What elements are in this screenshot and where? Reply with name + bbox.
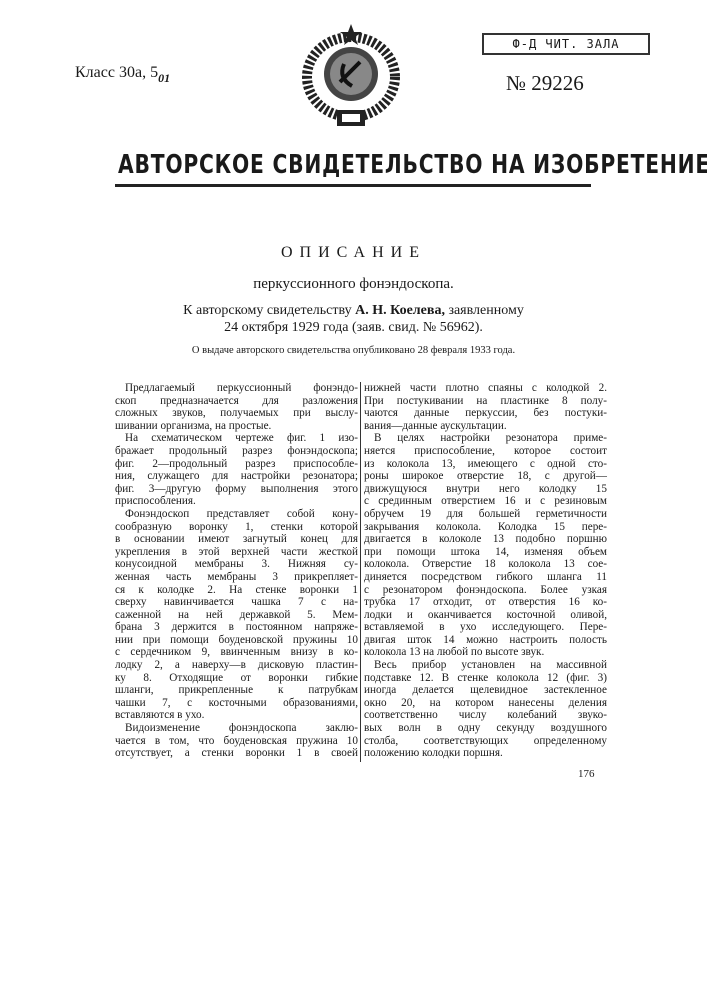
title-divider	[115, 184, 591, 187]
text-line: Фонэндоскоп представляет собой кону-	[115, 508, 358, 521]
class-label	[75, 64, 170, 86]
text-line: из колокола 13, имеющего с одной сто-	[364, 458, 607, 471]
text-line: чаются данные перкуссии, без постуки-	[364, 407, 607, 420]
page-number: 176	[578, 768, 595, 780]
paragraph	[364, 432, 607, 659]
text-line: бражает продольный разрез фонэндоскопа;	[115, 445, 358, 458]
column-divider	[360, 382, 361, 762]
text-line: Предлагаемый перкуссионный фонэндо-	[115, 382, 358, 395]
text-line: ку 8. Отходящие от воронки гибкие	[115, 672, 358, 685]
text-line: с сердечником 9, ввинченным внизу в ко-	[115, 646, 358, 659]
text-line: положению колодки поршня.	[364, 747, 607, 760]
text-line: конусоидной мембраны 3. Нижняя су-	[115, 558, 358, 571]
paragraph	[364, 659, 607, 760]
text-column-right	[364, 382, 607, 760]
text-line: Видоизменение фонэндоскопа заклю-	[115, 722, 358, 735]
text-line: двигается в колоколе 13 подобно поршню	[364, 533, 607, 546]
text-line: На схематическом чертеже фиг. 1 изо-	[115, 432, 358, 445]
ref-suffix: заявленному	[448, 303, 523, 318]
text-line: соответственно числу колебаний звуко-	[364, 709, 607, 722]
text-line: вставляемой в ухо исследующего. Пере-	[364, 621, 607, 634]
text-line: трубка 17 отходит, от отверстия 16 ко-	[364, 596, 607, 609]
text-line: с резонатором фонэндоскопа. Более узкая	[364, 584, 607, 597]
publication-note: О выдаче авторского свидетельства опубликовано 28 февраля 1933 года.	[0, 345, 707, 357]
text-line: чается в том, что боуденовская пружина 10	[115, 735, 358, 748]
description-heading: ОПИСАНИЕ	[0, 244, 707, 262]
text-line: скоп предназначается для разложения	[115, 395, 358, 408]
text-line: саженной на ней державкой 5. Мем-	[115, 609, 358, 622]
text-line: окно 20, на котором нанесены деления	[364, 697, 607, 710]
text-line: иногда делается щелевидное застекленное	[364, 684, 607, 697]
text-line: приспособления.	[115, 495, 358, 508]
text-line: лодки и оканчивается косточной оливой,	[364, 609, 607, 622]
text-line: столба, соответствующих определенному	[364, 735, 607, 748]
text-line: колокола 13 на любой по высоте звук.	[364, 646, 607, 659]
text-line: закрывания колокола. Колодка 15 пере-	[364, 521, 607, 534]
text-line: Весь прибор установлен на массивной	[364, 659, 607, 672]
text-line: двигая шток 14 можно настроить полость	[364, 634, 607, 647]
text-line: сверху навинчивается чашка 7 с на-	[115, 596, 358, 609]
application-date: 24 октября 1929 года (заяв. свид. № 56962).	[0, 320, 707, 335]
text-line: ся к колодке 2. На стенке воронки 1	[115, 584, 358, 597]
text-line: с срединным отверстием 16 и с резиновым	[364, 495, 607, 508]
text-line: шивании организма, на простые.	[115, 420, 358, 433]
text-line: вания—данные аускультации.	[364, 420, 607, 433]
certificate-reference	[0, 303, 707, 318]
text-line: няется приспособление, которое состоит	[364, 445, 607, 458]
text-line: нижней части плотно спаяны с колодкой 2.	[364, 382, 607, 395]
document-title: АВТОРСКОЕ СВИДЕТЕЛЬСТВО НА ИЗОБРЕТЕНИЕ	[118, 150, 486, 180]
text-line: роны широкое отверстие 18, с другой—	[364, 470, 607, 483]
ref-prefix: К авторскому свидетельству	[183, 303, 351, 318]
text-line: в основании имеют загнутый конец для	[115, 533, 358, 546]
text-column-left	[115, 382, 358, 760]
patent-number: № 29226	[506, 71, 584, 96]
text-line: при помощи штока 14, изменяя объем	[364, 546, 607, 559]
class-text: Класс 30а, 5	[75, 64, 158, 81]
text-line: чашки 7, с косточными образованиями,	[115, 697, 358, 710]
text-line: колокола. Отверстие 18 колокола 13 сое-	[364, 558, 607, 571]
ussr-emblem-icon	[300, 22, 402, 132]
paragraph	[364, 382, 607, 432]
text-line: фиг. 2—продольный разрез приспособле-	[115, 458, 358, 471]
text-line: брана 3 держится в постоянном напряже-	[115, 621, 358, 634]
paragraph	[115, 432, 358, 508]
text-line: обручем 19 для большей герметичности	[364, 508, 607, 521]
text-line: сложных звуков, получаемых при выслу-	[115, 407, 358, 420]
text-line: отсутствует, а стенки воронки 1 в своей	[115, 747, 358, 760]
text-line: вых волн в одну секунду воздушного	[364, 722, 607, 735]
text-line: укрепления в этой верхней части жесткой	[115, 546, 358, 559]
text-line: лодку 2, а наверху—в дисковую пластин-	[115, 659, 358, 672]
text-line: ния, служащего для настройки резонатора;	[115, 470, 358, 483]
text-line: диняется посредством гибкого шланга 11	[364, 571, 607, 584]
description-subject: перкуссионного фонэндоскопа.	[0, 276, 707, 293]
paragraph	[115, 508, 358, 722]
paragraph	[115, 722, 358, 760]
text-line: нии при помощи боуденовской пружины 10	[115, 634, 358, 647]
text-line: вставляются в ухо.	[115, 709, 358, 722]
text-line: шланги, прикрепленные к патрубкам	[115, 684, 358, 697]
text-line: сообразную воронку 1, стенки которой	[115, 521, 358, 534]
text-line: фиг. 3—другую форму выполнения этого	[115, 483, 358, 496]
paragraph	[115, 382, 358, 432]
class-subscript: 01	[158, 71, 170, 85]
author-name: А. Н. Коелева,	[355, 303, 445, 318]
text-line: При постукивании на пластинке 8 полу-	[364, 395, 607, 408]
text-line: женная часть мембраны 3 прикрепляет-	[115, 571, 358, 584]
text-line: В целях настройки резонатора приме-	[364, 432, 607, 445]
text-line: движущуюся внутри него колодку 15	[364, 483, 607, 496]
library-stamp: Ф-Д ЧИТ. ЗАЛА	[482, 33, 650, 55]
text-line: подставке 12. В стенке колокола 12 (фиг. 3)	[364, 672, 607, 685]
